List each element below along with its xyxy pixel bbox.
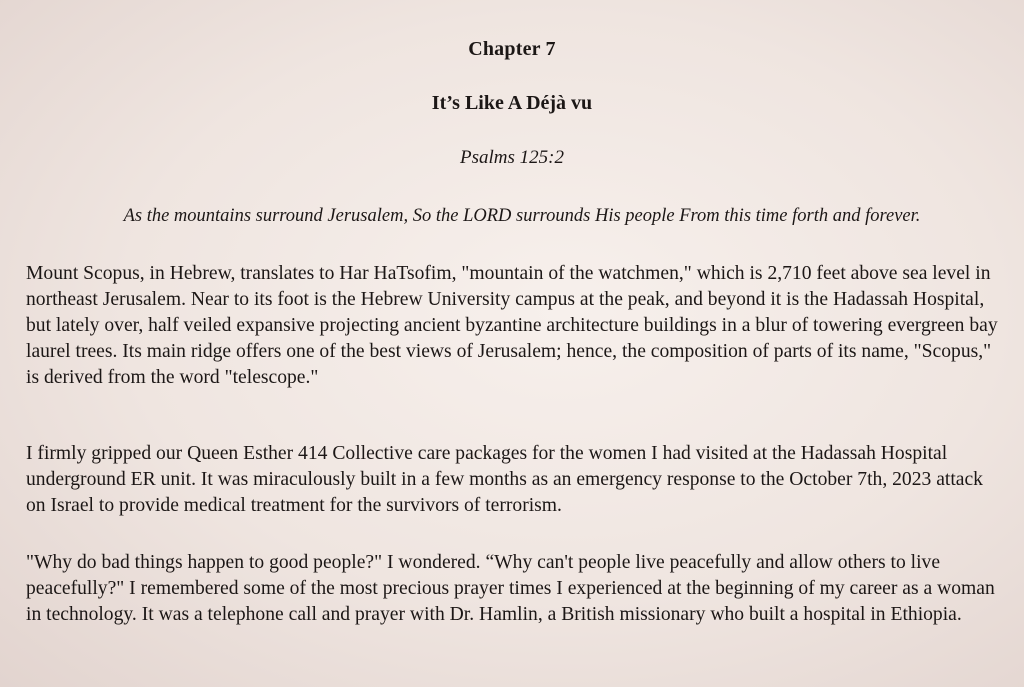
chapter-title: Chapter 7 — [468, 38, 556, 60]
scripture-reference: Psalms 125:2 — [460, 147, 564, 168]
body-paragraph-1: Mount Scopus, in Hebrew, translates to Har HaTsofim, "mountain of the watchmen," which is 2,710 feet above sea level in northeast Jerusalem. Near to its foot is the Hebrew University campus at the peak, and beyond it is the Hadassah Hospital, but lately over, half veiled expansive projecting ancient byzantine architecture buildings in a blur of towering evergreen bay laurel trees. Its main ridge offers one of the best views of Jerusalem; hence, the composition of parts of its name, "Scopus," is derived from the word "telescope." — [26, 263, 998, 388]
body-paragraph-2: I firmly gripped our Queen Esther 414 Collective care packages for the women I had visited at the Hadassah Hospital underground ER unit. It was miraculously built in a few months as an emergency response to the October 7th, 2023 attack on Israel to provide medical treatment for the survivors of terrorism. — [26, 443, 983, 516]
chapter-subtitle: It’s Like A Déjà vu — [431, 92, 593, 114]
body-paragraph-3: "Why do bad things happen to good people?" I wondered. “Why can't people live peacefully and allow others to live peacefully?" I remembered some of the most precious prayer times I experienced at the beginning of my career as a woman in technology. It was a telephone call and prayer with Dr. Hamlin, a British missionary who built a hospital in Ethiopia. — [26, 552, 995, 625]
scripture-quote: As the mountains surround Jerusalem, So the LORD surrounds His people From this time forth and forever. — [123, 206, 921, 226]
